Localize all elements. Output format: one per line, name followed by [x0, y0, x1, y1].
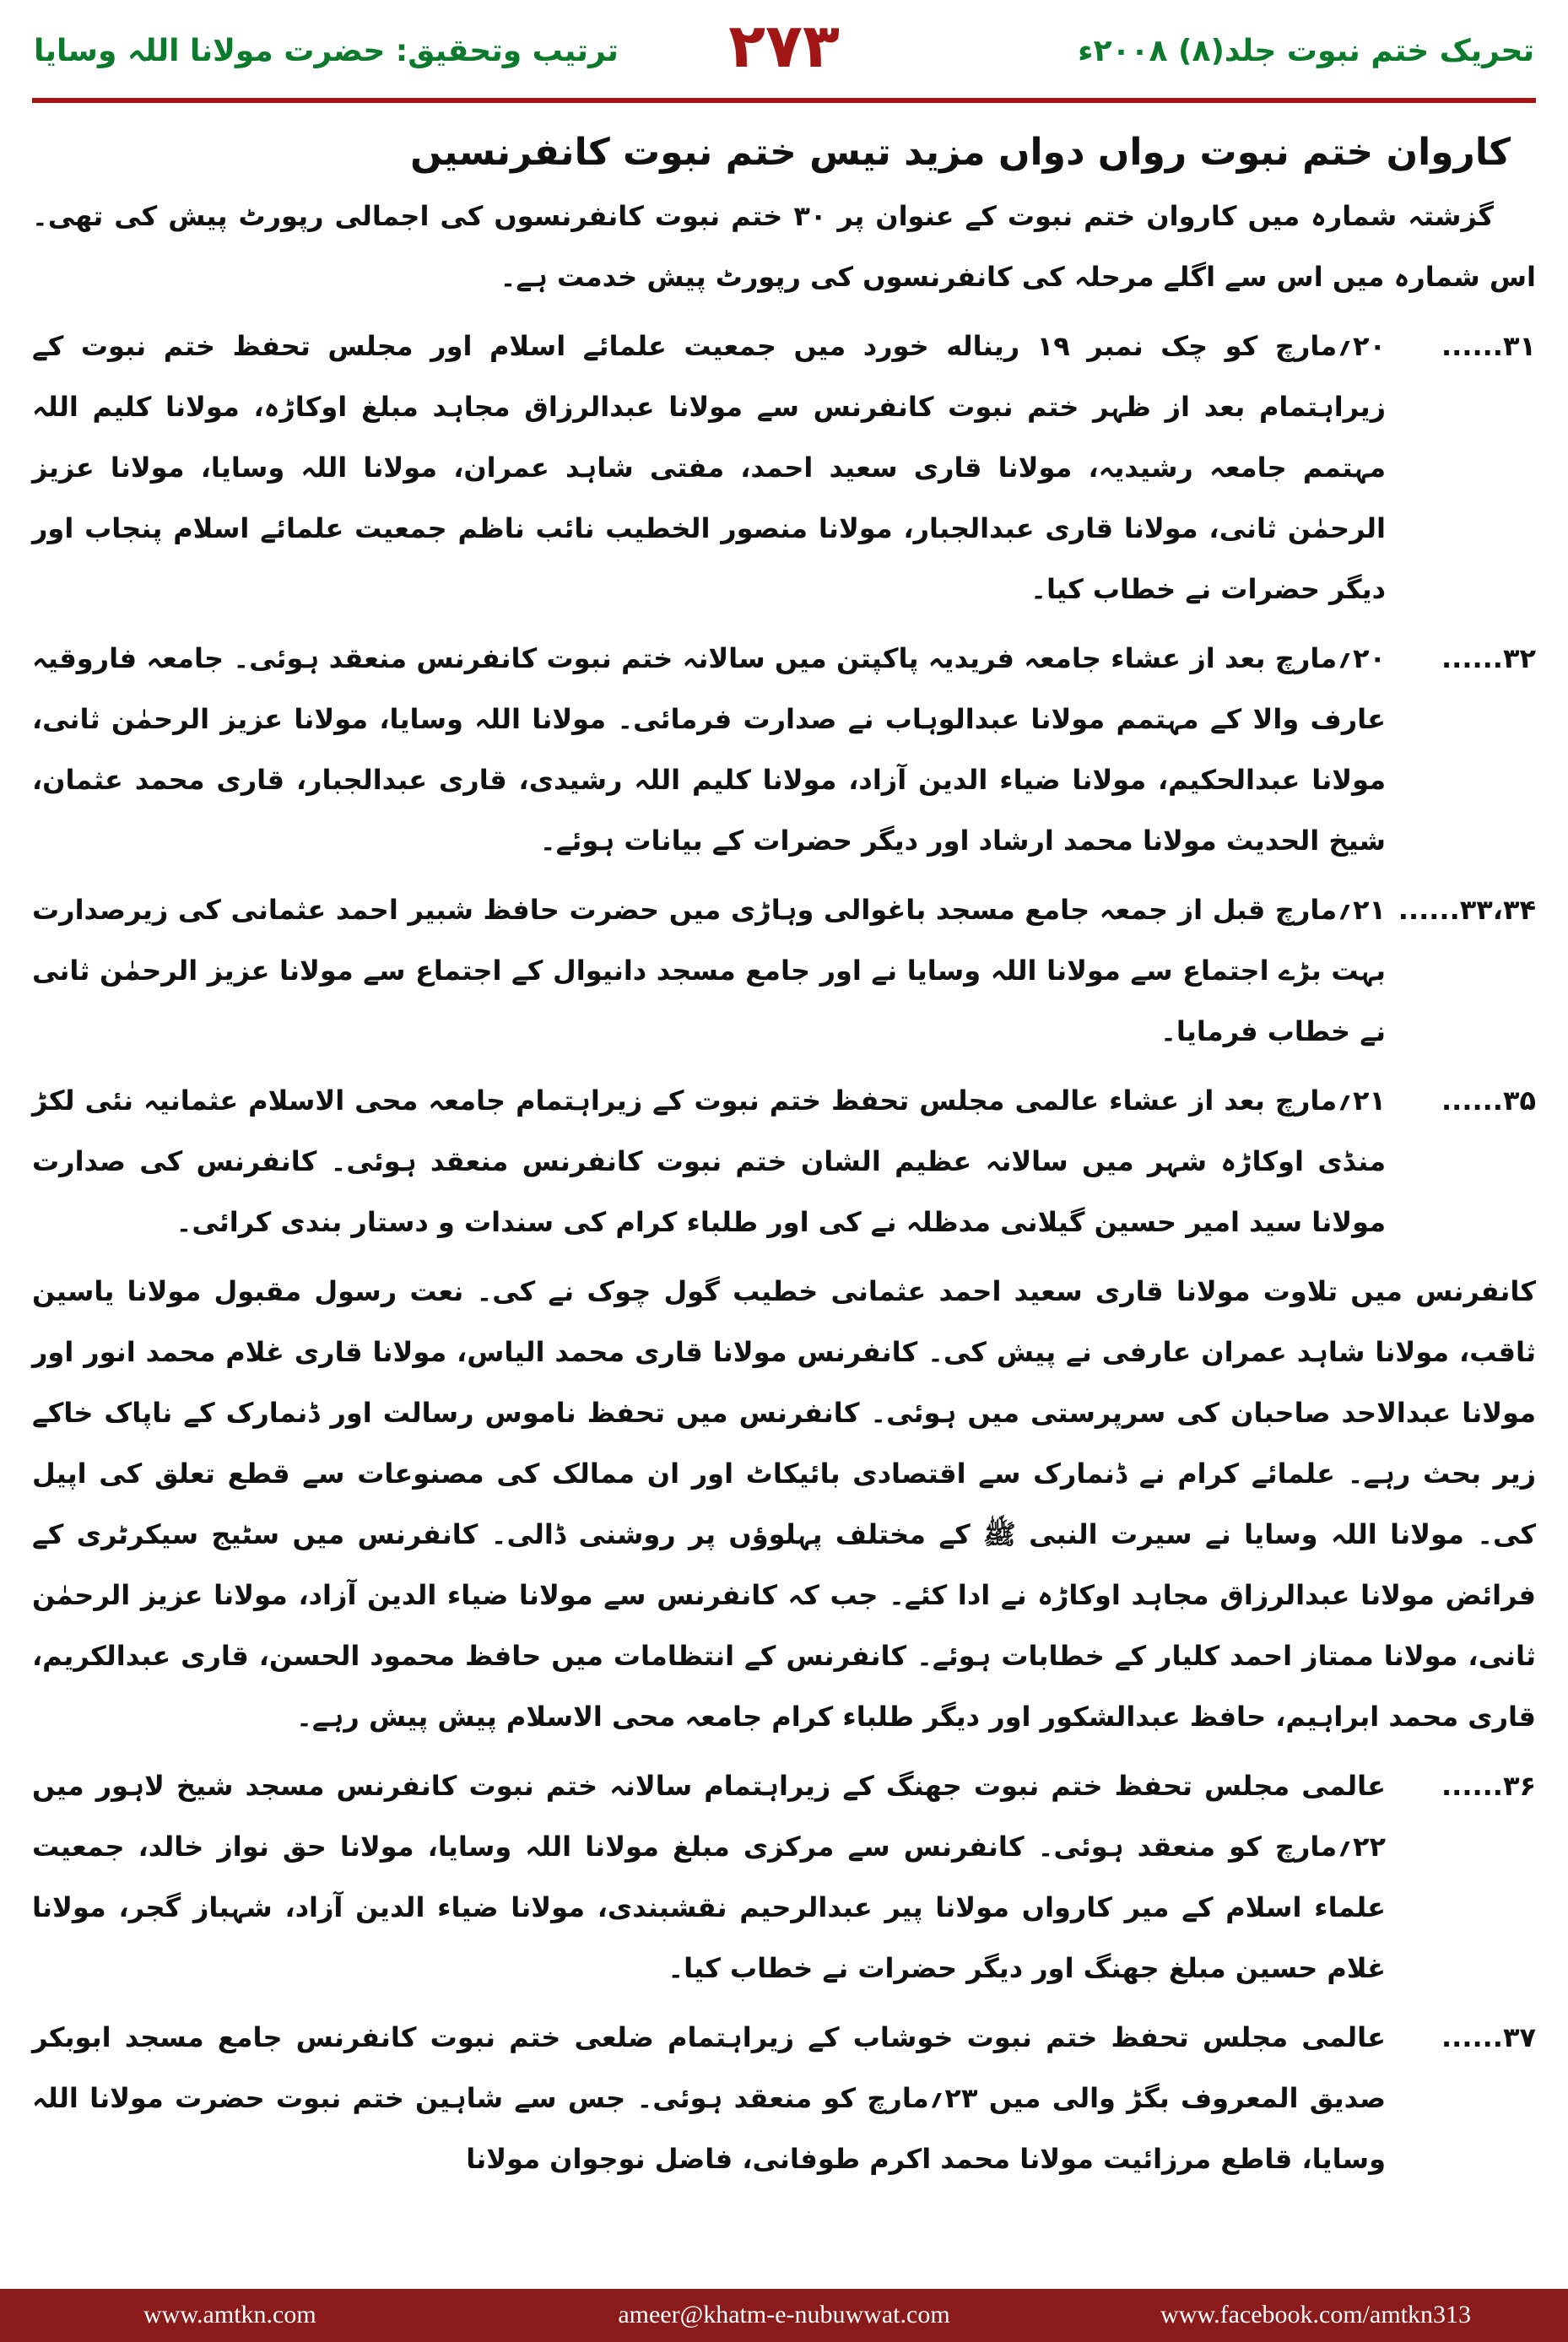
page-footer	[0, 2289, 1568, 2342]
item-text: عالمی مجلس تحفظ ختم نبوت جھنگ کے زیراہتمام سالانہ ختم نبوت کانفرنس مسجد شیخ لاہور میں ۲۲؍مارچ کو منعقد ہوئی۔ کانفرنس سے مرکزی مبلغ مولانا اللہ وسایا، مولانا حق نواز خالد، جمعیت علماء اسلام کے میر کارواں مولانا پیر عبدالرحیم نقشبندی، مولانا ضیاء الدین آزاد، شہباز گجر، مولانا غلام حسین مبلغ جھنگ اور دیگر حضرات نے خطاب کیا۔	[32, 1770, 1386, 1984]
item-text: ۲۱؍مارچ قبل از جمعہ جامع مسجد باغوالی وہاڑی میں حضرت حافظ شبیر احمد عثمانی کی زیرصدارت بہت بڑے اجتماع سے مولانا اللہ وسایا نے اور جامع مسجد دانیوال کے اجتماع سے مولانا عزیز الرحمٰن ثانی نے خطاب فرمایا۔	[32, 894, 1386, 1047]
item-number: ۳۷......	[1441, 2021, 1536, 2053]
item-text: ۲۱؍مارچ بعد از عشاء عالمی مجلس تحفظ ختم نبوت کے زیراہتمام جامعہ محی الاسلام عثمانیہ نئی لکڑ منڈی اوکاڑہ شہر میں سالانہ عظیم الشان ختم نبوت کانفرنس منعقد ہوئی۔ کانفرنس کی صدارت مولانا سید امیر حسین گیلانی مدظلہ نے کی اور طلباء کرام کی سندات و دستار بندی کرائی۔	[32, 1084, 1386, 1238]
page-number: ۲۷۳	[728, 10, 840, 81]
list-item	[32, 316, 1536, 619]
article-title: کاروان ختم نبوت رواں دواں مزید تیس ختم نبوت کانفرنسیں	[410, 131, 1511, 174]
item-number: ۳۱......	[1441, 330, 1536, 362]
facebook-link[interactable]: www.facebook.com/amtkn313	[1160, 2301, 1471, 2328]
item-number: ۳۲......	[1441, 642, 1536, 674]
item-text: عالمی مجلس تحفظ ختم نبوت خوشاب کے زیراہتمام ضلعی ختم نبوت کانفرنس جامع مسجد ابوبکر صدیق المعروف بگڑ والی میں ۲۳؍مارچ کو منعقد ہوئی۔ جس سے شاہین ختم نبوت حضرت مولانا اللہ وسایا، قاطع مرزائیت مولانا محمد اکرم طوفانی، فاضل نوجوان مولانا	[32, 2021, 1387, 2175]
item-number: ۳۳،۳۴......	[1398, 894, 1536, 926]
item-text: ۲۰؍مارچ بعد از عشاء جامعہ فریدیہ پاکپتن میں سالانہ ختم نبوت کانفرنس منعقد ہوئی۔ جامعہ فاروقیہ عارف والا کے مہتمم مولانا عبدالوہاب نے صدارت فرمائی۔ مولانا اللہ وسایا، مولانا عزیز الرحمٰن ثانی، مولانا عبدالحکیم، مولانا ضیاء الدین آزاد، مولانا کلیم اللہ رشیدی، قاری عبدالجبار، قاری محمد عثمان، شیخ الحدیث مولانا محمد ارشاد اور دیگر حضرات کے بیانات ہوئے۔	[32, 642, 1387, 857]
list-item	[32, 628, 1536, 871]
header-divider	[32, 98, 1536, 103]
list-item	[32, 879, 1536, 1062]
website-link[interactable]: www.amtkn.com	[143, 2301, 316, 2328]
item-number: ۳۵......	[1441, 1084, 1536, 1117]
email-link[interactable]: ameer@khatm-e-nubuwwat.com	[618, 2301, 950, 2328]
list-item	[32, 2007, 1536, 2189]
series-title: تحریک ختم نبوت جلد(۸) ۲۰۰۸ء	[1078, 34, 1534, 68]
list-item	[32, 1070, 1536, 1252]
compiler-credit: ترتیب وتحقیق: حضرت مولانا اللہ وسایا	[34, 34, 619, 68]
item-number: ۳۶......	[1441, 1770, 1536, 1802]
item-text: ۲۰؍مارچ کو چک نمبر ۱۹ ریناله خورد میں جمعیت علمائے اسلام اور مجلس تحفظ ختم نبوت کے زیراہتمام بعد از ظہر ختم نبوت کانفرنس سے مولانا عبدالرزاق مجاہد مبلغ اوکاڑہ، مولانا کلیم اللہ مہتمم جامعہ رشیدیہ، مولانا قاری سعید احمد، مفتی شاہد عمران، مولانا اللہ وسایا، مولانا عزیز الرحمٰن ثانی، مولانا قاری عبدالجبار، مولانا منصور الخطیب نائب ناظم جمعیت علمائے اسلام پنجاب اور دیگر حضرات نے خطاب کیا۔	[32, 330, 1387, 605]
article-body	[32, 131, 1536, 2241]
continuation-paragraph: کانفرنس میں تلاوت مولانا قاری سعید احمد عثمانی خطیب گول چوک نے کی۔ نعت رسول مقبول مولانا یاسین ثاقب، مولانا شاہد عمران عارفی نے پیش کی۔ کانفرنس مولانا قاری محمد الیاس، مولانا قاری غلام محمد انور اور مولانا عبدالاحد صاحبان کی سرپرستی میں ہوئی۔ کانفرنس میں تحفظ ناموس رسالت اور ڈنمارک کے ناپاک خاکے زیر بحث رہے۔ علمائے کرام نے ڈنمارک سے اقتصادی بائیکاٹ اور ان ممالک کی مصنوعات سے قطع تعلق کی اپیل کی۔ مولانا اللہ وسایا نے سیرت النبی ﷺ کے مختلف پہلوؤں پر روشنی ڈالی۔ کانفرنس میں سٹیج سیکرٹری کے فرائض مولانا عبدالرزاق مجاہد اوکاڑہ نے ادا کئے۔ جب کہ کانفرنس سے مولانا ضیاء الدین آزاد، مولانا عزیز الرحمٰن ثانی، مولانا ممتاز احمد کلیار کے خطابات ہوئے۔ کانفرنس کے انتظامات میں حافظ محمود الحسن، قاری عبدالکریم، قاری محمد ابراہیم، حافظ عبدالشکور اور دیگر طلباء کرام جامعہ محی الاسلام پیش پیش رہے۔	[32, 1275, 1537, 1733]
page-header	[0, 0, 1568, 108]
list-item	[32, 1755, 1536, 1999]
intro-paragraph: گزشتہ شمارہ میں کاروان ختم نبوت کے عنوان پر ۳۰ ختم نبوت کانفرنسوں کی اجمالی رپورٹ پیش کی تھی۔ اس شمارہ میں اس سے اگلے مرحلہ کی کانفرنسوں کی رپورٹ پیش خدمت ہے۔	[32, 200, 1536, 293]
